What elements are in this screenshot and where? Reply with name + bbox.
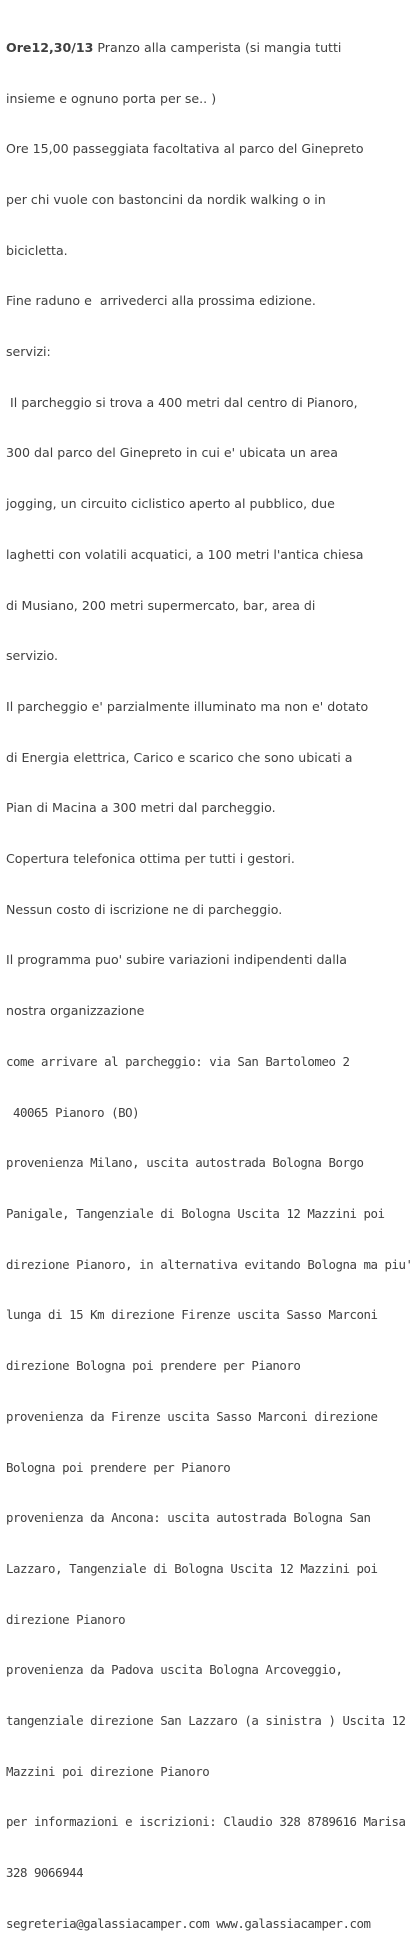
lunch-time-label: Ore12,30/13 [6,39,94,55]
text-line: insieme e ognuno porta per se.. ) [6,90,217,106]
text-line: Copertura telefonica ottima per tutti i gestori. [6,851,295,867]
schedule-line-lunch [6,40,410,57]
text-line: Lazzaro, Tangenziale di Bologna Uscita 12 Mazzini poi [6,1560,378,1576]
text-line: Il parcheggio e' parzialmente illuminato ma non e' dotato [6,698,369,714]
text-line: Bologna poi prendere per Pianoro [6,1459,231,1475]
text-line: provenienza Milano, uscita autostrada Bologna Borgo [6,1155,364,1171]
text-line: Panigale, Tangenziale di Bologna Uscita 12 Mazzini poi [6,1205,385,1221]
text-line: di Musiano, 200 metri supermercato, bar, area di [6,597,316,613]
contact-line: per informazioni e iscrizioni: Claudio 328 8789616 Marisa [6,1814,406,1830]
text-line: provenienza da Ancona: uscita autostrada Bologna San [6,1510,371,1526]
text-line: provenienza da Firenze uscita Sasso Marconi direzione [6,1408,378,1424]
text-line: jogging, un circuito ciclistico aperto al pubblico, due [6,496,335,512]
text-line: bicicletta. [6,242,68,258]
text-line: 300 dal parco del Ginepreto in cui e' ubicata un area [6,445,338,461]
text-line: Il programma puo' subire variazioni indipendenti dalla [6,952,347,968]
text-line: Ore 15,00 passeggiata facoltativa al parco del Ginepreto [6,141,364,157]
text-line: laghetti con volatili acquatici, a 100 metri l'antica chiesa [6,546,364,562]
text-line: per chi vuole con bastoncini da nordik walking o in [6,191,326,207]
lunch-description: Pranzo alla camperista (si mangia tutti [93,39,342,55]
text-line: di Energia elettrica, Carico e scarico che sono ubicati a [6,749,353,765]
text-line: direzione Bologna poi prendere per Pianoro [6,1358,301,1374]
text-line: provenienza da Padova uscita Bologna Arcoveggio, [6,1662,343,1678]
contact-email-website: segreteria@galassiacamper.com www.galassiacamper.com [6,1915,371,1931]
text-line: Il parcheggio si trova a 400 metri dal centro di Pianoro, [6,394,358,410]
address-line: 40065 Pianoro (BO) [6,1104,140,1120]
section-heading-servizi: servizi: [6,344,51,360]
contact-phone: 328 9066944 [6,1865,84,1881]
text-line: tangenziale direzione San Lazzaro (a sinistra ) Uscita 12 [6,1713,406,1729]
text-line: direzione Pianoro, in alternativa evitando Bologna ma piu' [6,1256,413,1272]
text-line: servizio. [6,648,59,664]
text-line: lunga di 15 Km direzione Firenze uscita Sasso Marconi [6,1307,378,1323]
directions-heading: come arrivare al parcheggio: via San Bartolomeo 2 [6,1053,350,1069]
text-line: Mazzini poi direzione Pianoro [6,1763,210,1779]
text-line: direzione Pianoro [6,1611,126,1627]
text-line: Nessun costo di iscrizione ne di parcheggio. [6,901,283,917]
text-line: Pian di Macina a 300 metri dal parcheggio. [6,800,276,816]
text-line: nostra organizzazione [6,1003,145,1019]
text-line: Fine raduno e arrivederci alla prossima edizione. [6,293,316,309]
